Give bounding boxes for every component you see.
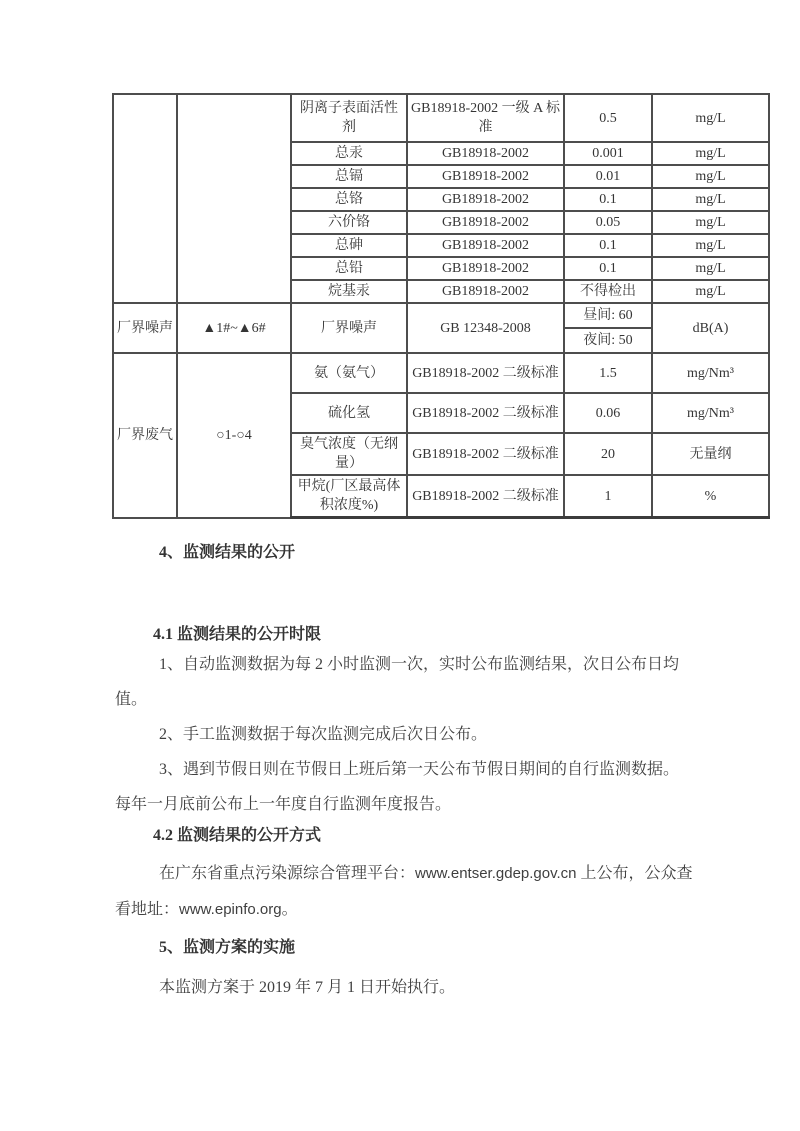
public-view-url: www.epinfo.org bbox=[179, 901, 282, 918]
cell-value: 0.01 bbox=[564, 165, 652, 188]
cell-unit: mg/L bbox=[652, 165, 769, 188]
cell-value: 1.5 bbox=[564, 353, 652, 393]
paragraph-holiday-line1: 3、遇到节假日则在节假日上班后第一天公布节假日期间的自行监测数据。 bbox=[159, 761, 680, 778]
section-4-2-heading: 4.2 监测结果的公开方式 bbox=[153, 827, 322, 844]
cell-value: 1 bbox=[564, 475, 652, 518]
cell-standard: GB18918-2002 二级标准 bbox=[407, 353, 564, 393]
cell-category-noise: 厂界噪声 bbox=[113, 303, 177, 353]
cell-unit: mg/L bbox=[652, 280, 769, 303]
cell-unit: mg/L bbox=[652, 142, 769, 165]
cell-standard: GB18918-2002 二级标准 bbox=[407, 393, 564, 433]
text-content bbox=[115, 541, 700, 1005]
cell-pollutant-name: 总汞 bbox=[291, 142, 407, 165]
cell-value: 0.1 bbox=[564, 234, 652, 257]
cell-pollutant-name: 硫化氢 bbox=[291, 393, 407, 433]
cell-pollutant-name: 总镉 bbox=[291, 165, 407, 188]
cell-value: 0.1 bbox=[564, 188, 652, 211]
cell-value: 0.001 bbox=[564, 142, 652, 165]
cell-points-gas: ○1-○4 bbox=[177, 353, 291, 518]
cell-pollutant-name: 氨（氨气） bbox=[291, 353, 407, 393]
paragraph-publication-platform bbox=[115, 856, 700, 928]
cell-standard: GB18918-2002 bbox=[407, 165, 564, 188]
platform-text-prefix: 在广东省重点污染源综合管理平台： bbox=[159, 865, 416, 882]
cell-unit: mg/L bbox=[652, 257, 769, 280]
cell-value: 不得检出 bbox=[564, 280, 652, 303]
cell-standard: GB18918-2002 bbox=[407, 188, 564, 211]
cell-value: 0.05 bbox=[564, 211, 652, 234]
cell-standard: GB18918-2002 bbox=[407, 142, 564, 165]
cell-unit: mg/L bbox=[652, 188, 769, 211]
platform-url: www.entser.gdep.gov.cn bbox=[415, 865, 577, 882]
cell-pollutant-name: 总铅 bbox=[291, 257, 407, 280]
cell-unit: 无量纲 bbox=[652, 433, 769, 475]
cell-pollutant-name: 总砷 bbox=[291, 234, 407, 257]
cell-value-night: 夜间: 50 bbox=[564, 328, 652, 353]
cell-points-noise: ▲1#~▲6# bbox=[177, 303, 291, 353]
cell-pollutant-name: 总铬 bbox=[291, 188, 407, 211]
paragraph-manual-monitoring: 2、手工监测数据于每次监测完成后次日公布。 bbox=[159, 726, 488, 743]
cell-pollutant-name: 厂界噪声 bbox=[291, 303, 407, 353]
section-4-1-paragraphs bbox=[115, 647, 700, 822]
paragraph-holiday-line2: 每年一月底前公布上一年度自行监测年度报告。 bbox=[115, 796, 452, 813]
monitoring-table bbox=[112, 93, 770, 519]
cell-unit: mg/L bbox=[652, 211, 769, 234]
cell-unit: mg/L bbox=[652, 234, 769, 257]
cell-pollutant-name: 烷基汞 bbox=[291, 280, 407, 303]
cell-category-empty bbox=[113, 94, 177, 303]
cell-pollutant-name: 臭气浓度（无纲量） bbox=[291, 433, 407, 475]
paragraph-implementation-date: 本监测方案于 2019 年 7 月 1 日开始执行。 bbox=[159, 979, 456, 996]
cell-standard: GB18918-2002 bbox=[407, 257, 564, 280]
cell-category-gas: 厂界废气 bbox=[113, 353, 177, 518]
table-row bbox=[113, 353, 769, 393]
cell-pollutant-name: 六价铬 bbox=[291, 211, 407, 234]
cell-standard: GB18918-2002 一级 A 标准 bbox=[407, 94, 564, 142]
cell-unit: % bbox=[652, 475, 769, 518]
cell-unit: dB(A) bbox=[652, 303, 769, 353]
cell-unit: mg/L bbox=[652, 94, 769, 142]
cell-pollutant-name: 甲烷(厂区最高体积浓度%) bbox=[291, 475, 407, 518]
cell-standard: GB18918-2002 bbox=[407, 211, 564, 234]
platform-text-middle: 上公布，公众查看地址： bbox=[115, 865, 693, 918]
cell-value: 0.5 bbox=[564, 94, 652, 142]
cell-standard: GB18918-2002 bbox=[407, 280, 564, 303]
cell-standard: GB18918-2002 bbox=[407, 234, 564, 257]
cell-unit: mg/Nm³ bbox=[652, 353, 769, 393]
cell-points-empty bbox=[177, 94, 291, 303]
cell-value: 0.06 bbox=[564, 393, 652, 433]
table-row-noise bbox=[113, 303, 769, 328]
cell-unit: mg/Nm³ bbox=[652, 393, 769, 433]
section-4-1-heading: 4.1 监测结果的公开时限 bbox=[153, 626, 322, 643]
cell-value-day: 昼间: 60 bbox=[564, 303, 652, 328]
cell-value: 0.1 bbox=[564, 257, 652, 280]
cell-pollutant-name: 阴离子表面活性剂 bbox=[291, 94, 407, 142]
cell-standard: GB18918-2002 二级标准 bbox=[407, 433, 564, 475]
platform-text-suffix: 。 bbox=[281, 901, 298, 918]
cell-value: 20 bbox=[564, 433, 652, 475]
section-5-heading: 5、监测方案的实施 bbox=[159, 939, 296, 956]
paragraph-auto-monitoring: 1、自动监测数据为每 2 小时监测一次，实时公布监测结果，次日公布日均值。 bbox=[115, 656, 680, 708]
section-4-heading: 4、监测结果的公开 bbox=[159, 544, 296, 561]
table-row bbox=[113, 94, 769, 142]
cell-standard: GB18918-2002 二级标准 bbox=[407, 475, 564, 518]
paragraph-holiday-publication bbox=[115, 752, 700, 822]
cell-standard: GB 12348-2008 bbox=[407, 303, 564, 353]
